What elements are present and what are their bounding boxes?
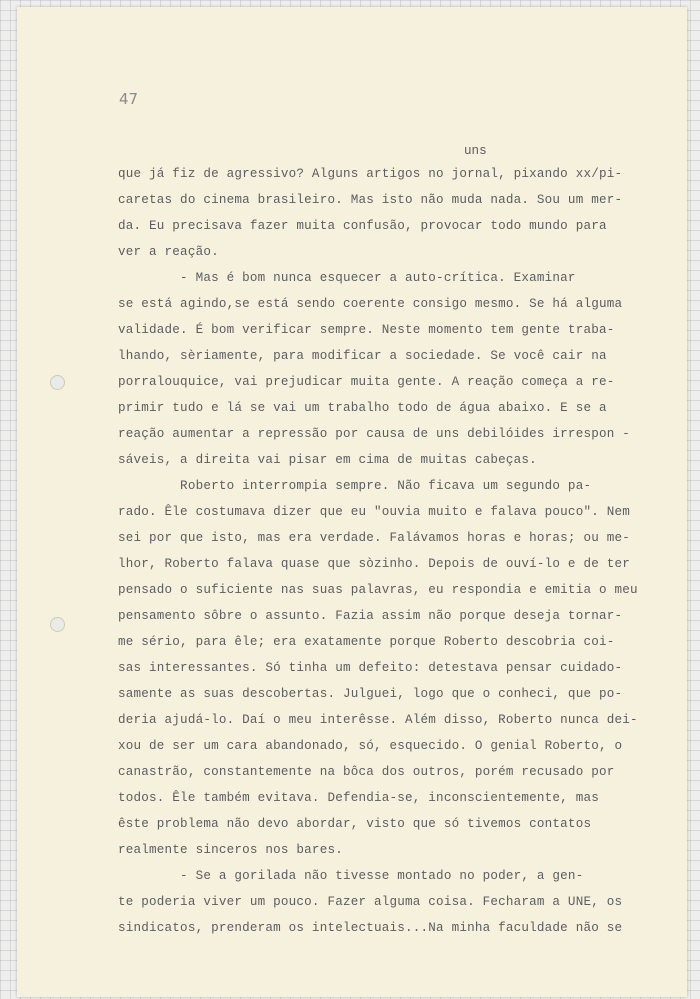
handwritten-insertion: uns — [464, 144, 487, 158]
text-line: sei por que isto, mas era verdade. Falávamos horas e horas; ou me- — [118, 531, 630, 545]
text-line: pensamento sôbre o assunto. Fazia assim não porque deseja tornar- — [118, 609, 623, 623]
text-line: pensado o suficiente nas suas palavras, eu respondia e emitia o meu — [118, 583, 638, 597]
text-line: sas interessantes. Só tinha um defeito: detestava pensar cuidado- — [118, 661, 623, 675]
text-line: deria ajudá-lo. Daí o meu interêsse. Além disso, Roberto nunca dei- — [118, 713, 638, 727]
text-line: rado. Êle costumava dizer que eu "ouvia muito e falava pouco". Nem — [118, 505, 630, 519]
text-line: da. Eu precisava fazer muita confusão, provocar todo mundo para — [118, 219, 607, 233]
text-line: Roberto interrompia sempre. Não ficava um segundo pa- — [118, 479, 592, 493]
text-line: lhor, Roberto falava quase que sòzinho. Depois de ouví-lo e de ter — [118, 557, 630, 571]
text-line: - Se a gorilada não tivesse montado no poder, a gen- — [118, 869, 584, 883]
text-line: validade. É bom verificar sempre. Neste momento tem gente traba- — [118, 323, 615, 337]
text-line: te poderia viver um pouco. Fazer alguma coisa. Fecharam a UNE, os — [118, 895, 623, 909]
text-line: caretas do cinema brasileiro. Mas isto não muda nada. Sou um mer- — [118, 193, 623, 207]
text-line: ver a reação. — [118, 245, 219, 259]
text-line: samente as suas descobertas. Julguei, logo que o conheci, que po- — [118, 687, 623, 701]
text-line: reação aumentar a repressão por causa de uns debilóides irrespon - — [118, 427, 630, 441]
text-line: sáveis, a direita vai pisar em cima de muitas cabeças. — [118, 453, 537, 467]
page-number: 47 — [119, 90, 139, 108]
text-line: me sério, para êle; era exatamente porque Roberto descobria coi- — [118, 635, 615, 649]
text-line: lhando, sèriamente, para modificar a sociedade. Se você cair na — [118, 349, 607, 363]
text-line: primir tudo e lá se vai um trabalho todo de água abaixo. E se a — [118, 401, 607, 415]
punch-hole-bottom — [50, 617, 65, 632]
text-line: canastrão, constantemente na bôca dos outros, porém recusado por — [118, 765, 615, 779]
text-line: - Mas é bom nunca esquecer a auto-crítica. Examinar — [118, 271, 576, 285]
text-line: xou de ser um cara abandonado, só, esquecido. O genial Roberto, o — [118, 739, 623, 753]
text-line: que já fiz de agressivo? Alguns artigos no jornal, pixando xx/pi- — [118, 167, 623, 181]
text-line: realmente sinceros nos bares. — [118, 843, 343, 857]
text-line: êste problema não devo abordar, visto que só tivemos contatos — [118, 817, 592, 831]
punch-hole-top — [50, 375, 65, 390]
text-line: se está agindo,se está sendo coerente consigo mesmo. Se há alguma — [118, 297, 623, 311]
text-line: todos. Êle também evitava. Defendia-se, inconscientemente, mas — [118, 791, 599, 805]
text-line: porralouquice, vai prejudicar muita gente. A reação começa a re- — [118, 375, 615, 389]
body-text — [118, 161, 638, 941]
text-line: sindicatos, prenderam os intelectuais...Na minha faculdade não se — [118, 921, 623, 935]
